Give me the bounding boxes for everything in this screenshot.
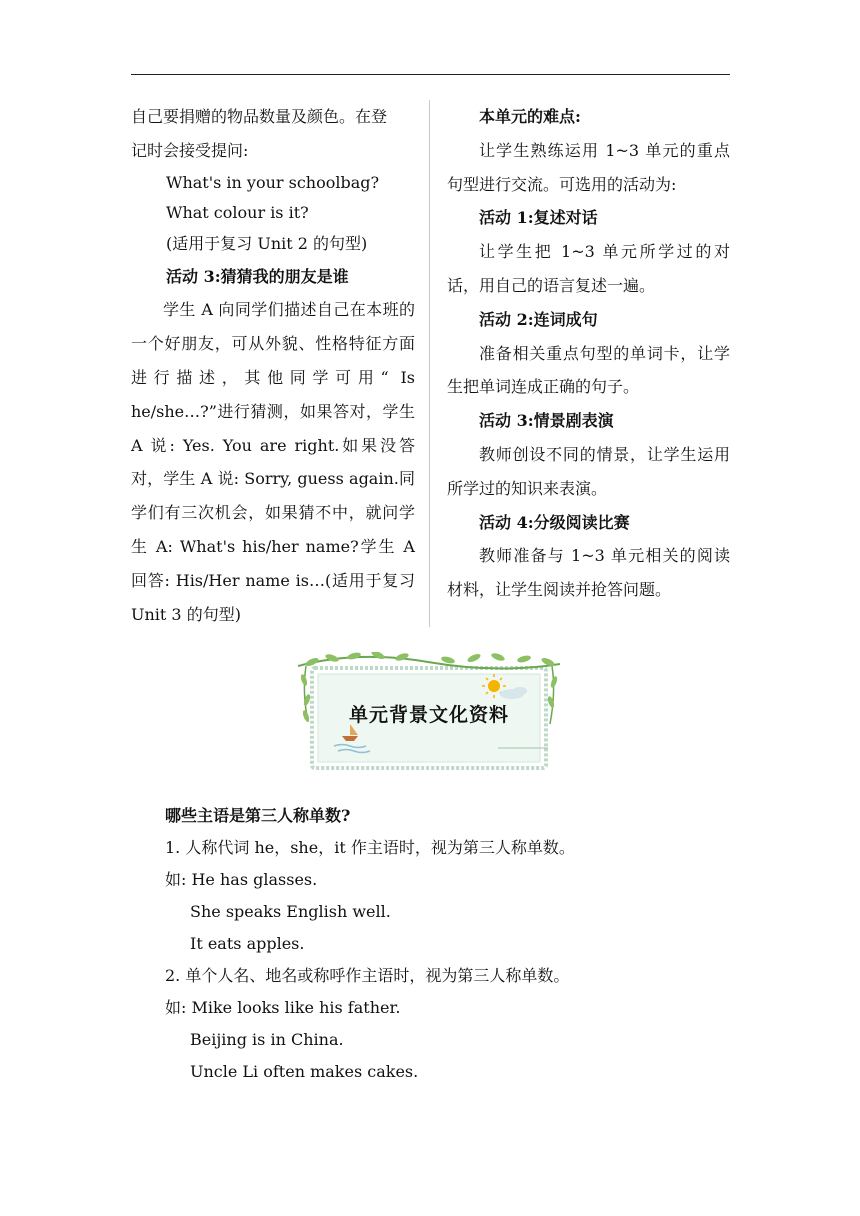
section-question: 哪些主语是第三人称单数? (165, 806, 351, 825)
point-1: 1. 人称代词 he，she，it 作主语时，视为第三人称单数。 (165, 838, 575, 857)
activity-1-title: 活动 1:复述对话 (479, 208, 598, 228)
left-column (131, 100, 415, 631)
difficulty-body: 让学生熟练运用 1~3 单元的重点句型进行交流。可选用的活动为: (447, 140, 730, 194)
example-2-first: 如: Mike looks like his father. (165, 998, 401, 1017)
example-2-second: Beijing is in China. (190, 1030, 344, 1049)
activity-3-title: 活动 3:猜猜我的朋友是谁 (166, 266, 349, 286)
activity-4-title: 活动 4:分级阅读比赛 (479, 512, 630, 532)
point-2: 2. 单个人名、地名或称呼作主语时，视为第三人称单数。 (165, 966, 570, 985)
activity-3-body: 学生 A 向同学们描述自己在本班的一个好朋友，可从外貌、性格特征方面进行描述，其他同学可用“ Is he/she…?”进行猜测，如果答对，学生 A 说: Yes. You are right.如果没答对，学生 A 说: Sorry, guess again.同学们有三次机会，如果猜不中，就问学生 A: What's his/her name?学生 A 回答: His/Her name is…(适用于复习 Unit 3 的句型) (131, 300, 415, 624)
question-1: What's in your schoolbag? (166, 172, 380, 192)
grammar-section (165, 800, 735, 1088)
example-2-third: Uncle Li often makes cakes. (190, 1062, 419, 1081)
header-rule (131, 74, 730, 75)
example-1-first: 如: He has glasses. (165, 870, 318, 889)
difficulty-title: 本单元的难点: (479, 107, 581, 126)
example-1-third: It eats apples. (190, 934, 305, 953)
review-note-unit2: (适用于复习 Unit 2 的句型) (166, 233, 368, 253)
left-line-2: 记时会接受提问: (131, 140, 249, 160)
question-2: What colour is it? (166, 202, 309, 222)
activity-4-body: 教师准备与 1~3 单元相关的阅读材料，让学生阅读并抢答问题。 (447, 546, 730, 600)
activity-2-title: 活动 2:连词成句 (479, 309, 598, 329)
right-column (447, 100, 730, 607)
example-1-second: She speaks English well. (190, 902, 391, 921)
activity-1-body: 让学生把 1~3 单元所学过的对话，用自己的语言复述一遍。 (447, 242, 730, 295)
activity-2-body: 准备相关重点句型的单词卡，让学生把单词连成正确的句子。 (447, 343, 730, 397)
left-line-1: 自己要捐赠的物品数量及颜色。在登 (131, 107, 388, 126)
section-banner (298, 652, 560, 774)
activity-3-drama-title: 活动 3:情景剧表演 (479, 411, 614, 431)
column-divider (429, 100, 430, 627)
activity-3-drama-body: 教师创设不同的情景，让学生运用所学过的知识来表演。 (447, 444, 730, 498)
banner-title: 单元背景文化资料 (348, 704, 509, 726)
